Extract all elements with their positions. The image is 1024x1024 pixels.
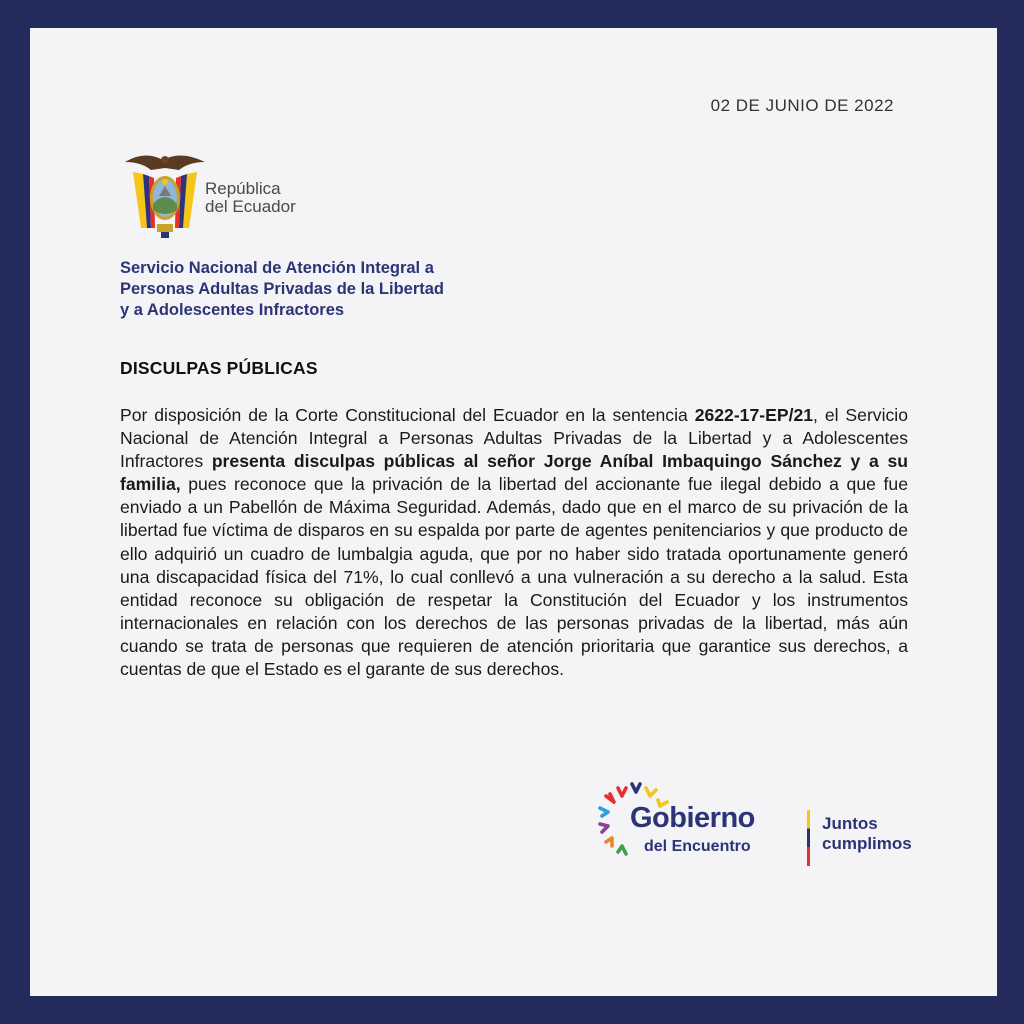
motto-line-1: Juntos	[822, 814, 878, 833]
republic-name	[205, 180, 365, 216]
document-heading: DISCULPAS PÚBLICAS	[120, 358, 318, 378]
body-text-2: , el Servicio Nacional de Atención Integral a Personas Adultas Privadas de la Libertad y a Adolescentes Infractores	[120, 405, 908, 472]
sentence-number: 2622-17-EP/21	[694, 405, 814, 425]
republic-line-1: República	[205, 179, 281, 198]
government-logo	[596, 780, 926, 870]
motto-line-2: cumplimos	[822, 834, 912, 853]
logo-divider	[807, 810, 810, 866]
agency-line-3: y a Adolescentes Infractores	[120, 301, 345, 319]
apology-statement: presenta disculpas públicas al señor Jorge Aníbal Imbaquingo Sánchez y a su familia,	[120, 451, 908, 495]
body-text-1: Por disposición de la Corte Constitucional del Ecuador en la sentencia	[120, 405, 695, 425]
coat-of-arms-icon	[123, 148, 207, 240]
government-subtitle: del Encuentro	[644, 838, 751, 855]
government-motto	[822, 814, 912, 854]
body-text-3: pues reconoce que la privación de la libertad del accionante fue ilegal debido a que fue enviado a un Pabellón de Máxima Seguridad. Además, dado que en el marco de su privación de la libertad fue víctima de disparos en su espalda por parte de agentes penitenciarios y que producto de ello adquirió un cuadro de lumbalgia aguda, que por no haber sido tratada oportunamente generó una discapacidad física del 71%, lo cual conllevó a una vulneración a su derecho a la salud. Esta entidad reconoce su obligación de respetar la Constitución del Ecuador y los instrumentos internacionales en relación con los derechos de las personas privadas de la libertad, más aún cuando se trata de personas que requieren de atención prioritaria que garantice sus derechos, a cuentas de que el Estado es el garante de sus derechos.	[120, 474, 908, 680]
agency-name	[120, 258, 540, 321]
document-card	[30, 28, 997, 996]
republic-line-2: del Ecuador	[205, 197, 296, 216]
agency-line-1: Servicio Nacional de Atención Integral a	[120, 259, 434, 277]
document-date: 02 DE JUNIO DE 2022	[710, 96, 894, 115]
body-paragraph	[120, 404, 908, 681]
agency-line-2: Personas Adultas Privadas de la Libertad	[120, 280, 445, 298]
government-title: Gobierno	[630, 802, 755, 834]
